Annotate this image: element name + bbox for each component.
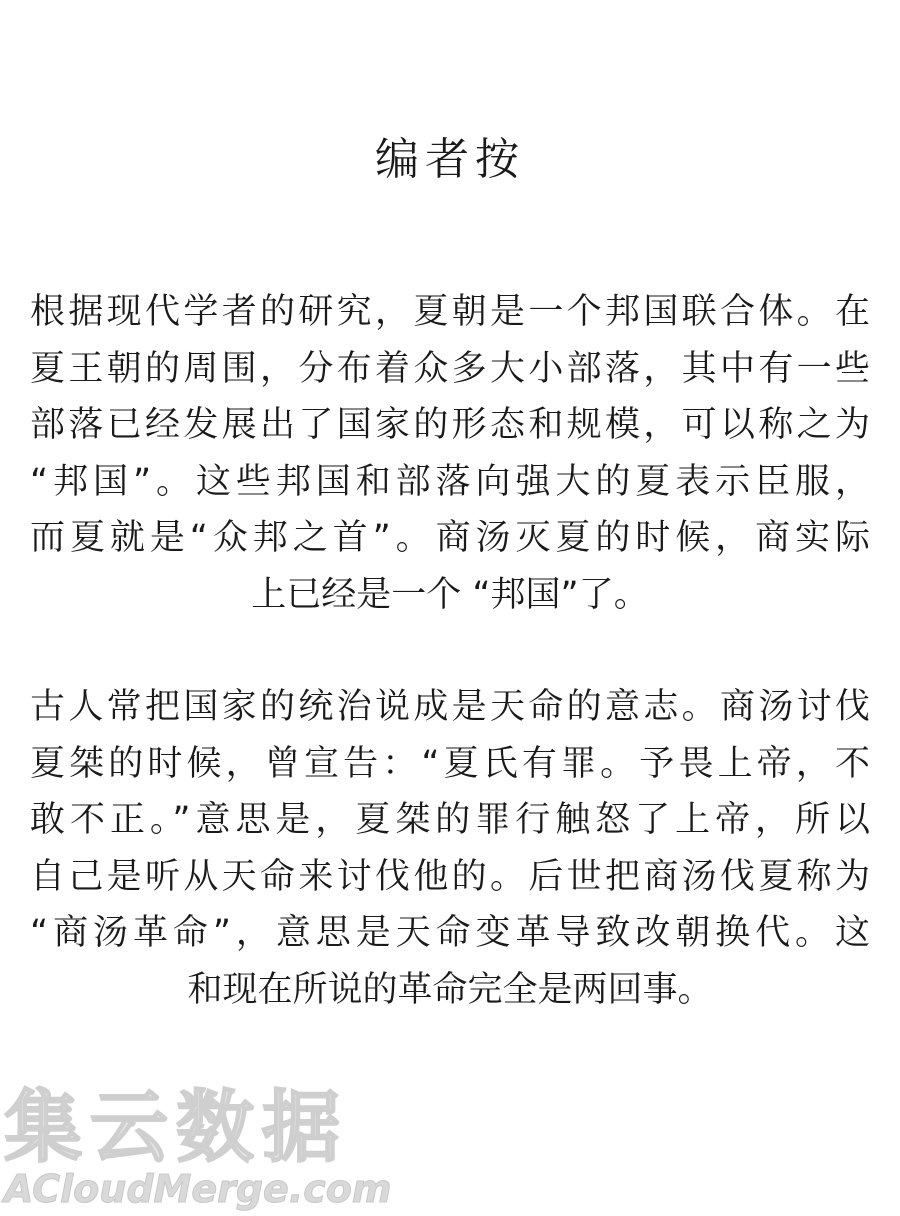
watermark-en-text: ACloudMerge.com bbox=[4, 1167, 392, 1211]
text-line: 根据现代学者的研究，夏朝是一个邦国联合体。在 bbox=[30, 292, 870, 332]
paragraph-2 bbox=[30, 679, 870, 1018]
text-line: “邦国”。这些邦国和部落向强大的夏表示臣服， bbox=[30, 461, 870, 502]
page-title: 编者按 bbox=[375, 134, 525, 185]
text-line: 夏桀的时候，曾宣告：“夏氏有罪。予畏上帝，不 bbox=[30, 743, 870, 784]
text-line: 部落已经发展出了国家的形态和规模，可以称之为 bbox=[30, 405, 870, 445]
paragraph-1 bbox=[30, 284, 870, 623]
text-line: 上已经是一个 “邦国”了。 bbox=[251, 574, 649, 615]
text-line: 而夏就是“众邦之首”。商汤灭夏的时候，商实际 bbox=[30, 518, 870, 558]
watermark bbox=[0, 1080, 900, 1216]
text-line: 古人常把国家的统治说成是天命的意志。商汤讨伐 bbox=[30, 687, 870, 727]
text-line: “商汤革命”，意思是天命变革导致改朝换代。这 bbox=[30, 913, 870, 953]
text-line: 自己是听从天命来讨伐他的。后世把商汤伐夏称为 bbox=[30, 856, 870, 897]
watermark-cn-text: 集云数据 bbox=[4, 1083, 349, 1173]
text-line: 和现在所说的革命完全是两回事。 bbox=[187, 969, 713, 1010]
text-line: 夏王朝的周围，分布着众多大小部落，其中有一些 bbox=[30, 348, 870, 389]
text-line: 敢不正。”意思是，夏桀的罪行触怒了上帝，所以 bbox=[30, 800, 870, 840]
